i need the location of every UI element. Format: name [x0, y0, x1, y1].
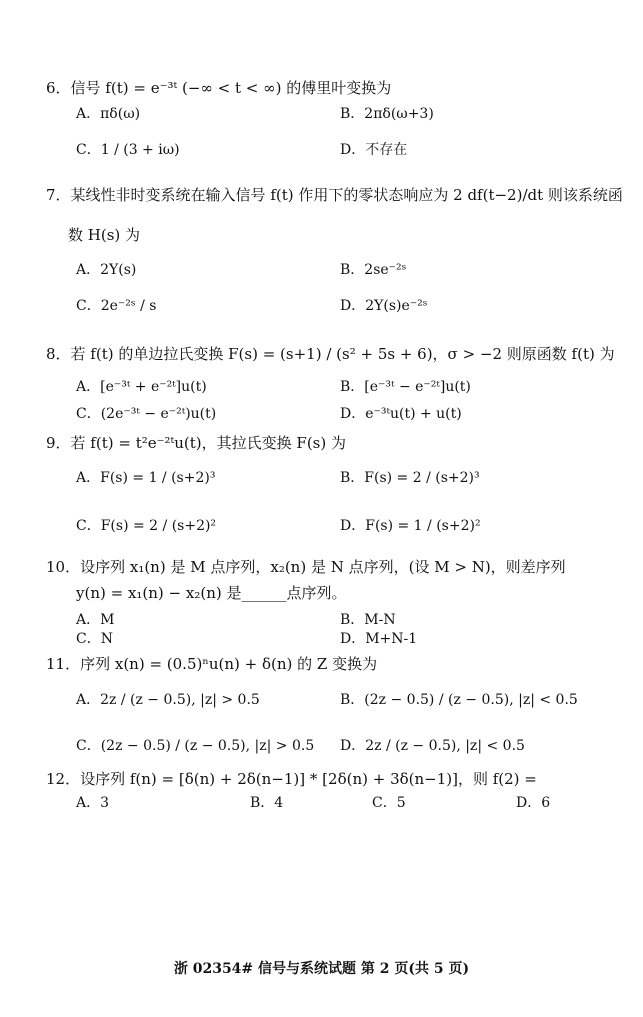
question-10-option-a: A．M — [76, 612, 115, 628]
question-12-option-d: D．6 — [516, 795, 551, 811]
question-11-stem: 11．序列 x(n) = (0.5)ⁿu(n) + δ(n) 的 Z 变换为 — [46, 655, 378, 673]
page-footer: 浙 02354# 信号与系统试题 第 2 页(共 5 页) — [173, 961, 470, 977]
question-10-option-b: B．M-N — [340, 612, 396, 628]
question-6-stem: 6．信号 f(t) = e⁻³ᵗ (−∞ < t < ∞) 的傅里叶变换为 — [46, 79, 392, 97]
question-6-option-a: A．πδ(ω) — [76, 106, 141, 122]
question-8-option-b: B．[e⁻³ᵗ − e⁻²ᵗ]u(t) — [340, 379, 471, 395]
question-9-option-c: C．F(s) = 2 / (s+2)² — [76, 518, 217, 534]
question-7-option-b: B．2se⁻²ˢ — [340, 262, 407, 278]
question-10-option-c: C．N — [76, 631, 113, 647]
question-7-stem-cont: 数 H(s) 为 — [68, 226, 141, 244]
question-12-option-a: A．3 — [76, 795, 110, 811]
question-9-stem: 9．若 f(t) = t²e⁻²ᵗu(t)，其拉氏变换 F(s) 为 — [46, 434, 346, 452]
question-10-stem: 10．设序列 x₁(n) 是 M 点序列，x₂(n) 是 N 点序列，(设 M > N)，则差序列 — [46, 558, 566, 576]
question-9-option-a: A．F(s) = 1 / (s+2)³ — [76, 470, 216, 486]
question-11-option-b: B．(2z − 0.5) / (z − 0.5), |z| < 0.5 — [340, 692, 578, 708]
question-10-stem-cont: y(n) = x₁(n) − x₂(n) 是______点序列。 — [76, 584, 347, 602]
question-7-option-d: D．2Y(s)e⁻²ˢ — [340, 298, 428, 314]
question-11-option-c: C．(2z − 0.5) / (z − 0.5), |z| > 0.5 — [76, 738, 315, 754]
question-12-option-b: B．4 — [250, 795, 284, 811]
question-7-stem: 7．某线性非时变系统在输入信号 f(t) 作用下的零状态响应为 2 df(t−2)/dt 则该系统函 — [46, 186, 623, 204]
question-11-option-d: D．2z / (z − 0.5), |z| < 0.5 — [340, 738, 525, 754]
question-6-option-b: B．2πδ(ω+3) — [340, 106, 434, 122]
question-8-option-a: A．[e⁻³ᵗ + e⁻²ᵗ]u(t) — [76, 379, 207, 395]
question-11-option-a: A．2z / (z − 0.5), |z| > 0.5 — [76, 692, 260, 708]
question-12-stem: 12．设序列 f(n) = [δ(n) + 2δ(n−1)] * [2δ(n) + 3δ(n−1)]，则 f(2) = — [46, 770, 537, 788]
question-6-option-c: C．1 / (3 + iω) — [76, 142, 180, 158]
question-8-option-c: C．(2e⁻³ᵗ − e⁻²ᵗ)u(t) — [76, 406, 217, 422]
question-9-option-d: D．F(s) = 1 / (s+2)² — [340, 518, 481, 534]
question-10-option-d: D．M+N-1 — [340, 631, 418, 647]
question-8-option-d: D．e⁻³ᵗu(t) + u(t) — [340, 406, 462, 422]
question-9-option-b: B．F(s) = 2 / (s+2)³ — [340, 470, 480, 486]
question-12-option-c: C．5 — [372, 795, 406, 811]
question-7-option-c: C．2e⁻²ˢ / s — [76, 298, 157, 314]
question-7-option-a: A．2Y(s) — [76, 262, 137, 278]
question-6-option-d: D．不存在 — [340, 142, 408, 158]
question-8-stem: 8．若 f(t) 的单边拉氏变换 F(s) = (s+1) / (s² + 5s + 6)，σ > −2 则原函数 f(t) 为 — [46, 345, 615, 363]
